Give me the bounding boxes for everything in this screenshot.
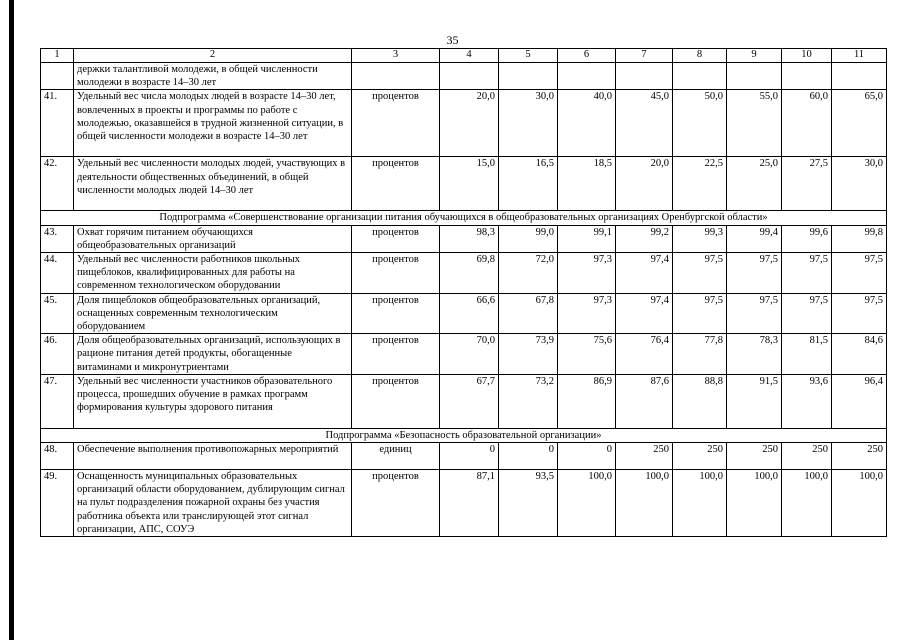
value-cell: 96,4 bbox=[832, 374, 887, 428]
unit-cell: процентов bbox=[352, 253, 440, 294]
value-cell: 0 bbox=[499, 443, 558, 470]
unit-cell bbox=[352, 63, 440, 90]
subprogram-row bbox=[41, 428, 887, 442]
value-cell: 97,5 bbox=[727, 253, 782, 294]
unit-cell: единиц bbox=[352, 443, 440, 470]
value-cell: 100,0 bbox=[782, 470, 832, 537]
value-cell: 81,5 bbox=[782, 334, 832, 375]
indicator-name: Удельный вес числа молодых людей в возрасте 14–30 лет, вовлеченных в проекты и программы по работе с молодежью, оказавшейся в трудной жизненной ситуации, в общей численности молодежи в возрасте 14–30 лет bbox=[74, 90, 352, 157]
table-row bbox=[41, 374, 887, 428]
value-cell: 91,5 bbox=[727, 374, 782, 428]
value-cell bbox=[499, 63, 558, 90]
value-cell: 30,0 bbox=[499, 90, 558, 157]
value-cell: 99,4 bbox=[727, 225, 782, 252]
value-cell: 25,0 bbox=[727, 157, 782, 211]
header-cell: 2 bbox=[74, 49, 352, 63]
page-number: 35 bbox=[446, 33, 459, 47]
indicator-name: Удельный вес численности молодых людей, участвующих в деятельности общественных объединений, в общей численности молодых людей 14–30 лет bbox=[74, 157, 352, 211]
unit-cell: процентов bbox=[352, 293, 440, 334]
row-number: 42. bbox=[41, 157, 74, 211]
header-cell: 10 bbox=[782, 49, 832, 63]
header-cell: 9 bbox=[727, 49, 782, 63]
value-cell: 86,9 bbox=[558, 374, 616, 428]
value-cell: 15,0 bbox=[440, 157, 499, 211]
value-cell: 73,2 bbox=[499, 374, 558, 428]
header-cell: 8 bbox=[673, 49, 727, 63]
header-cell: 5 bbox=[499, 49, 558, 63]
value-cell: 27,5 bbox=[782, 157, 832, 211]
value-cell: 99,6 bbox=[782, 225, 832, 252]
value-cell: 40,0 bbox=[558, 90, 616, 157]
header-cell: 6 bbox=[558, 49, 616, 63]
table-row bbox=[41, 157, 887, 211]
value-cell: 87,6 bbox=[616, 374, 673, 428]
value-cell: 70,0 bbox=[440, 334, 499, 375]
value-cell: 100,0 bbox=[727, 470, 782, 537]
indicator-name: Обеспечение выполнения противопожарных мероприятий bbox=[74, 443, 352, 470]
value-cell: 75,6 bbox=[558, 334, 616, 375]
value-cell: 97,3 bbox=[558, 293, 616, 334]
value-cell: 97,5 bbox=[673, 293, 727, 334]
value-cell: 22,5 bbox=[673, 157, 727, 211]
value-cell: 93,5 bbox=[499, 470, 558, 537]
value-cell: 97,5 bbox=[673, 253, 727, 294]
row-number: 45. bbox=[41, 293, 74, 334]
indicator-name: Охват горячим питанием обучающихся общеобразовательных организаций bbox=[74, 225, 352, 252]
value-cell bbox=[832, 63, 887, 90]
unit-cell: процентов bbox=[352, 90, 440, 157]
value-cell: 99,0 bbox=[499, 225, 558, 252]
scan-edge-bar bbox=[9, 0, 14, 640]
row-number: 47. bbox=[41, 374, 74, 428]
value-cell bbox=[440, 63, 499, 90]
indicator-name: Удельный вес численности участников образовательного процесса, прошедших обучение в рамках программ формирования культуры здорового питания bbox=[74, 374, 352, 428]
row-number: 41. bbox=[41, 90, 74, 157]
value-cell: 73,9 bbox=[499, 334, 558, 375]
table-row bbox=[41, 470, 887, 537]
header-cell: 4 bbox=[440, 49, 499, 63]
row-number: 49. bbox=[41, 470, 74, 537]
value-cell: 97,4 bbox=[616, 293, 673, 334]
value-cell: 20,0 bbox=[616, 157, 673, 211]
value-cell: 100,0 bbox=[673, 470, 727, 537]
value-cell: 78,3 bbox=[727, 334, 782, 375]
indicator-name: Доля пищеблоков общеобразовательных организаций, оснащенных современным технологическим оборудованием bbox=[74, 293, 352, 334]
value-cell: 93,6 bbox=[782, 374, 832, 428]
value-cell: 67,7 bbox=[440, 374, 499, 428]
header-cell: 1 bbox=[41, 49, 74, 63]
table-row bbox=[41, 90, 887, 157]
value-cell: 45,0 bbox=[616, 90, 673, 157]
header-row bbox=[41, 49, 887, 63]
row-number bbox=[41, 63, 74, 90]
subprogram-title: Подпрограмма «Совершенствование организации питания обучающихся в общеобразовательных организациях Оренбургской области» bbox=[41, 211, 887, 225]
indicator-name: Оснащенность муниципальных образовательных организаций области оборудованием, дублирующим сигнал на пульт подразделения пожарной охраны без участия работника объекта или транслирующей этот сигнал организации, АПС, СОУЭ bbox=[74, 470, 352, 537]
unit-cell: процентов bbox=[352, 225, 440, 252]
indicator-name: держки талантливой молодежи, в общей численности молодежи в возрасте 14–30 лет bbox=[74, 63, 352, 90]
value-cell: 60,0 bbox=[782, 90, 832, 157]
value-cell: 97,5 bbox=[832, 293, 887, 334]
header-cell: 11 bbox=[832, 49, 887, 63]
value-cell: 84,6 bbox=[832, 334, 887, 375]
table-row bbox=[41, 253, 887, 294]
value-cell: 69,8 bbox=[440, 253, 499, 294]
indicator-name: Удельный вес численности работников школьных пищеблоков, квалифицированных для работы на современном технологическом оборудовании bbox=[74, 253, 352, 294]
table-row bbox=[41, 63, 887, 90]
indicators-table bbox=[40, 48, 887, 537]
row-number: 44. bbox=[41, 253, 74, 294]
unit-cell: процентов bbox=[352, 334, 440, 375]
value-cell: 100,0 bbox=[558, 470, 616, 537]
subprogram-title: Подпрограмма «Безопасность образовательной организации» bbox=[41, 428, 887, 442]
value-cell bbox=[558, 63, 616, 90]
table-body bbox=[41, 49, 887, 537]
value-cell: 88,8 bbox=[673, 374, 727, 428]
row-number: 43. bbox=[41, 225, 74, 252]
value-cell: 87,1 bbox=[440, 470, 499, 537]
table-row bbox=[41, 334, 887, 375]
value-cell: 0 bbox=[558, 443, 616, 470]
value-cell: 97,3 bbox=[558, 253, 616, 294]
value-cell: 97,5 bbox=[727, 293, 782, 334]
value-cell: 250 bbox=[832, 443, 887, 470]
header-cell: 3 bbox=[352, 49, 440, 63]
value-cell: 99,1 bbox=[558, 225, 616, 252]
value-cell: 50,0 bbox=[673, 90, 727, 157]
value-cell: 250 bbox=[673, 443, 727, 470]
table-row bbox=[41, 443, 887, 470]
value-cell: 67,8 bbox=[499, 293, 558, 334]
unit-cell: процентов bbox=[352, 374, 440, 428]
row-number: 46. bbox=[41, 334, 74, 375]
row-number: 48. bbox=[41, 443, 74, 470]
value-cell: 77,8 bbox=[673, 334, 727, 375]
value-cell: 97,5 bbox=[782, 253, 832, 294]
header-cell: 7 bbox=[616, 49, 673, 63]
unit-cell: процентов bbox=[352, 470, 440, 537]
value-cell: 99,3 bbox=[673, 225, 727, 252]
value-cell: 97,4 bbox=[616, 253, 673, 294]
subprogram-row bbox=[41, 211, 887, 225]
value-cell: 98,3 bbox=[440, 225, 499, 252]
value-cell: 18,5 bbox=[558, 157, 616, 211]
table-row bbox=[41, 293, 887, 334]
value-cell: 20,0 bbox=[440, 90, 499, 157]
value-cell: 16,5 bbox=[499, 157, 558, 211]
value-cell: 250 bbox=[727, 443, 782, 470]
value-cell bbox=[673, 63, 727, 90]
value-cell: 99,8 bbox=[832, 225, 887, 252]
value-cell: 66,6 bbox=[440, 293, 499, 334]
value-cell: 65,0 bbox=[832, 90, 887, 157]
value-cell: 100,0 bbox=[616, 470, 673, 537]
indicator-name: Доля общеобразовательных организаций, использующих в рационе питания детей продукты, обогащенные витаминами и микронутриентами bbox=[74, 334, 352, 375]
value-cell: 76,4 bbox=[616, 334, 673, 375]
value-cell: 72,0 bbox=[499, 253, 558, 294]
value-cell: 250 bbox=[616, 443, 673, 470]
value-cell: 97,5 bbox=[782, 293, 832, 334]
value-cell bbox=[782, 63, 832, 90]
value-cell bbox=[616, 63, 673, 90]
table-row bbox=[41, 225, 887, 252]
value-cell: 250 bbox=[782, 443, 832, 470]
value-cell: 100,0 bbox=[832, 470, 887, 537]
value-cell: 99,2 bbox=[616, 225, 673, 252]
value-cell bbox=[727, 63, 782, 90]
value-cell: 55,0 bbox=[727, 90, 782, 157]
value-cell: 0 bbox=[440, 443, 499, 470]
value-cell: 30,0 bbox=[832, 157, 887, 211]
value-cell: 97,5 bbox=[832, 253, 887, 294]
unit-cell: процентов bbox=[352, 157, 440, 211]
